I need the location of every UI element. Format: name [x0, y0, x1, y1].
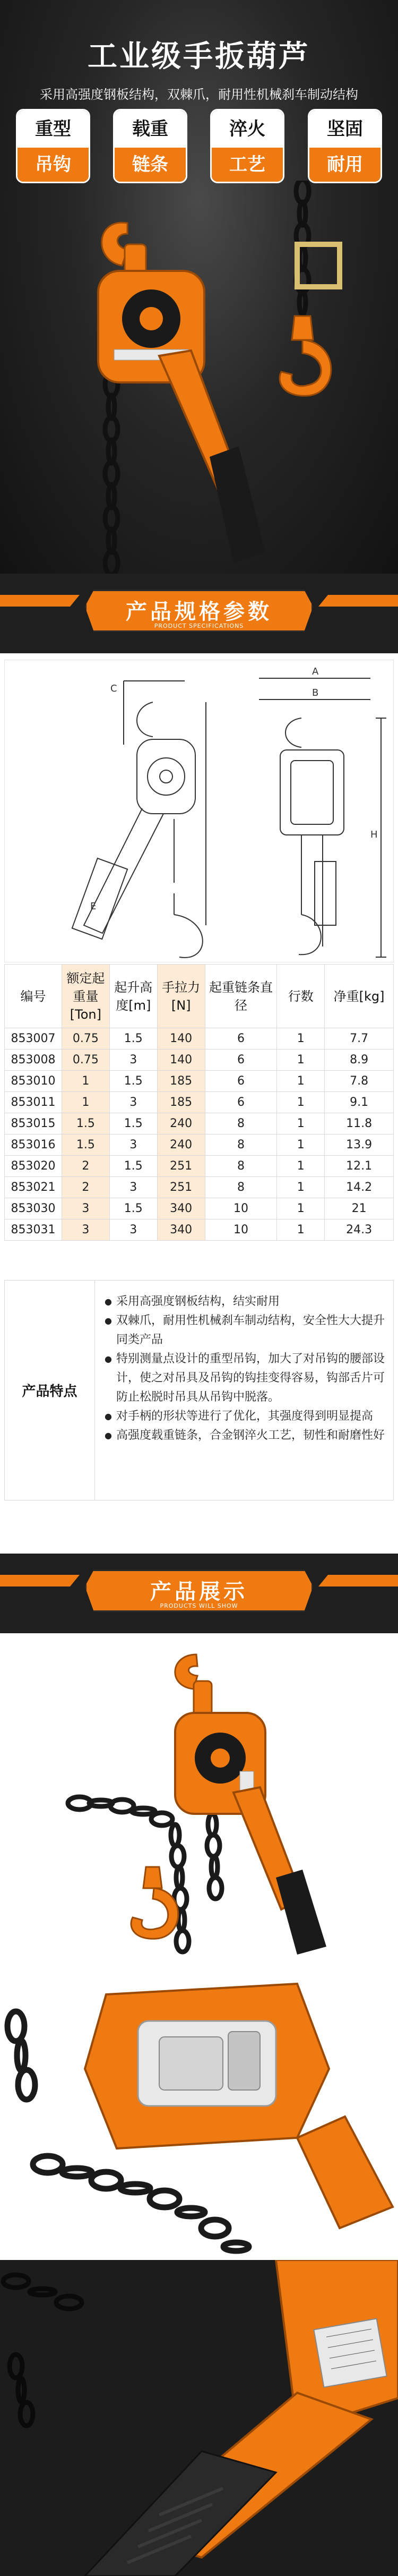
feature-tag-top: 淬火	[212, 110, 283, 148]
table-cell: 1	[277, 1092, 325, 1113]
feature-tag	[16, 109, 90, 183]
feature-item: ● 双棘爪，耐用性机械刹车制动结构，安全性大大提升同类产品	[105, 1311, 386, 1350]
table-row	[5, 1177, 394, 1198]
diagram-label-e: E	[90, 901, 97, 912]
table-cell: 21	[325, 1198, 394, 1219]
header-accent-bar	[318, 1575, 398, 1586]
table-cell: 7.8	[325, 1071, 394, 1092]
table-cell: 251	[157, 1156, 205, 1177]
table-cell: 6	[205, 1071, 277, 1092]
features-list	[105, 1292, 386, 1445]
table-cell: 853016	[5, 1135, 62, 1156]
feature-item: ● 高强度载重链条，合金钢淬火工艺，韧性和耐磨性好	[105, 1426, 386, 1445]
feature-tag	[308, 109, 382, 183]
column-header: 编号	[5, 965, 62, 1028]
table-row	[5, 1198, 394, 1219]
product-photo-closeup	[0, 1963, 398, 2260]
table-cell: 853021	[5, 1177, 62, 1198]
table-cell: 1.5	[62, 1113, 109, 1135]
table-cell: 853031	[5, 1219, 62, 1241]
features-panel	[4, 1280, 394, 1500]
spec-section-subtitle: PRODUCT SPECIFICATIONS	[154, 622, 244, 629]
column-header: 起升高度[m]	[109, 965, 157, 1028]
table-cell: 8.9	[325, 1050, 394, 1071]
table-cell: 2	[62, 1177, 109, 1198]
table-cell: 8	[205, 1156, 277, 1177]
table-cell: 0.75	[62, 1050, 109, 1071]
features-label: 产品特点	[5, 1281, 95, 1500]
diagram-label-a: A	[312, 666, 319, 677]
table-row	[5, 1219, 394, 1241]
table-cell: 11.8	[325, 1113, 394, 1135]
table-cell: 1	[277, 1156, 325, 1177]
table-cell: 8	[205, 1135, 277, 1156]
table-cell: 3	[62, 1198, 109, 1219]
table-cell: 1	[277, 1219, 325, 1241]
table-cell: 7.7	[325, 1028, 394, 1050]
table-cell: 240	[157, 1135, 205, 1156]
header-accent-bar	[0, 1575, 80, 1586]
table-cell: 1	[277, 1177, 325, 1198]
table-cell: 1.5	[62, 1135, 109, 1156]
table-cell: 6	[205, 1028, 277, 1050]
feature-item: ● 对手柄的形状等进行了优化，其强度得到明显提高	[105, 1407, 386, 1426]
table-cell: 24.3	[325, 1219, 394, 1241]
feature-item: ● 特别测量点设计的重型吊钩，加大了对吊钩的腰部设计，使之对吊具及吊钩的钩挂变得容易，钩部舌片可防止松脱时吊具从吊钩中脱落。	[105, 1350, 386, 1407]
table-cell: 13.9	[325, 1135, 394, 1156]
feature-tags	[16, 109, 382, 183]
feature-tag-bottom: 链条	[115, 148, 186, 182]
table-cell: 340	[157, 1198, 205, 1219]
table-cell: 1.5	[109, 1071, 157, 1092]
table-cell: 140	[157, 1028, 205, 1050]
table-cell: 9.1	[325, 1092, 394, 1113]
table-cell: 3	[109, 1219, 157, 1241]
table-cell: 185	[157, 1071, 205, 1092]
feature-item: ● 采用高强度钢板结构，结实耐用	[105, 1292, 386, 1311]
hero-title: 工业级手扳葫芦	[88, 39, 310, 74]
table-cell: 3	[109, 1177, 157, 1198]
table-cell: 240	[157, 1113, 205, 1135]
dimension-diagram	[4, 660, 394, 962]
table-cell: 853007	[5, 1028, 62, 1050]
feature-tag	[113, 109, 187, 183]
table-cell: 10	[205, 1219, 277, 1241]
column-header: 净重[kg]	[325, 965, 394, 1028]
table-row	[5, 1156, 394, 1177]
table-row	[5, 1135, 394, 1156]
table-cell: 251	[157, 1177, 205, 1198]
table-cell: 853020	[5, 1156, 62, 1177]
column-header: 起重链条直径	[205, 965, 277, 1028]
table-cell: 853011	[5, 1092, 62, 1113]
column-header: 额定起重量[Ton]	[62, 965, 109, 1028]
table-cell: 6	[205, 1092, 277, 1113]
feature-tag-bottom: 工艺	[212, 148, 283, 182]
table-cell: 1.5	[109, 1198, 157, 1219]
hero-subtitle: 采用高强度钢板结构，双棘爪，耐用性机械刹车制动结构	[40, 87, 358, 102]
table-cell: 853015	[5, 1113, 62, 1135]
table-cell: 853030	[5, 1198, 62, 1219]
table-row	[5, 1113, 394, 1135]
table-cell: 1	[277, 1198, 325, 1219]
column-header: 行数	[277, 965, 325, 1028]
diagram-label-h: H	[370, 829, 378, 840]
table-cell: 853010	[5, 1071, 62, 1092]
header-accent-bar	[0, 595, 80, 607]
table-cell: 12.1	[325, 1156, 394, 1177]
spec-table	[4, 964, 394, 1241]
table-cell: 340	[157, 1219, 205, 1241]
feature-tag-top: 坚固	[309, 110, 380, 148]
table-cell: 140	[157, 1050, 205, 1071]
table-cell: 10	[205, 1198, 277, 1219]
table-cell: 1	[277, 1113, 325, 1135]
table-cell: 185	[157, 1092, 205, 1113]
table-cell: 853008	[5, 1050, 62, 1071]
spec-section-header	[0, 574, 398, 653]
product-photo-full	[0, 1633, 398, 1963]
table-cell: 3	[109, 1092, 157, 1113]
feature-tag-bottom: 耐用	[309, 148, 380, 182]
table-cell: 1	[62, 1092, 109, 1113]
header-accent-bar	[318, 595, 398, 607]
table-header-row	[5, 965, 394, 1028]
table-cell: 6	[205, 1050, 277, 1071]
table-cell: 1	[277, 1135, 325, 1156]
product-photo-handle	[0, 2260, 398, 2576]
spec-section-title: 产品规格参数	[126, 600, 272, 624]
feature-tag-top: 重型	[18, 110, 89, 148]
feature-tag	[210, 109, 284, 183]
table-cell: 1	[62, 1071, 109, 1092]
table-cell: 3	[109, 1135, 157, 1156]
table-row	[5, 1050, 394, 1071]
feature-tag-top: 载重	[115, 110, 186, 148]
table-cell: 1	[277, 1050, 325, 1071]
table-cell: 8	[205, 1177, 277, 1198]
table-cell: 1	[277, 1028, 325, 1050]
table-cell: 3	[109, 1050, 157, 1071]
show-section-title: 产品展示	[150, 1580, 248, 1604]
show-section-header	[0, 1554, 398, 1633]
table-cell: 1.5	[109, 1156, 157, 1177]
hero-banner	[0, 0, 398, 574]
table-cell: 0.75	[62, 1028, 109, 1050]
table-cell: 8	[205, 1113, 277, 1135]
table-cell: 1.5	[109, 1028, 157, 1050]
table-cell: 1	[277, 1071, 325, 1092]
table-cell: 1.5	[109, 1113, 157, 1135]
hero-hoist-image	[0, 181, 398, 574]
diagram-label-c: C	[110, 683, 117, 694]
table-cell: 2	[62, 1156, 109, 1177]
show-section-subtitle: PRODUCTS WILL SHOW	[160, 1602, 238, 1609]
diagram-label-b: B	[312, 687, 319, 698]
feature-tag-bottom: 吊钩	[18, 148, 89, 182]
column-header: 手拉力[N]	[157, 965, 205, 1028]
table-cell: 14.2	[325, 1177, 394, 1198]
table-row	[5, 1071, 394, 1092]
table-row	[5, 1028, 394, 1050]
table-row	[5, 1092, 394, 1113]
table-cell: 3	[62, 1219, 109, 1241]
